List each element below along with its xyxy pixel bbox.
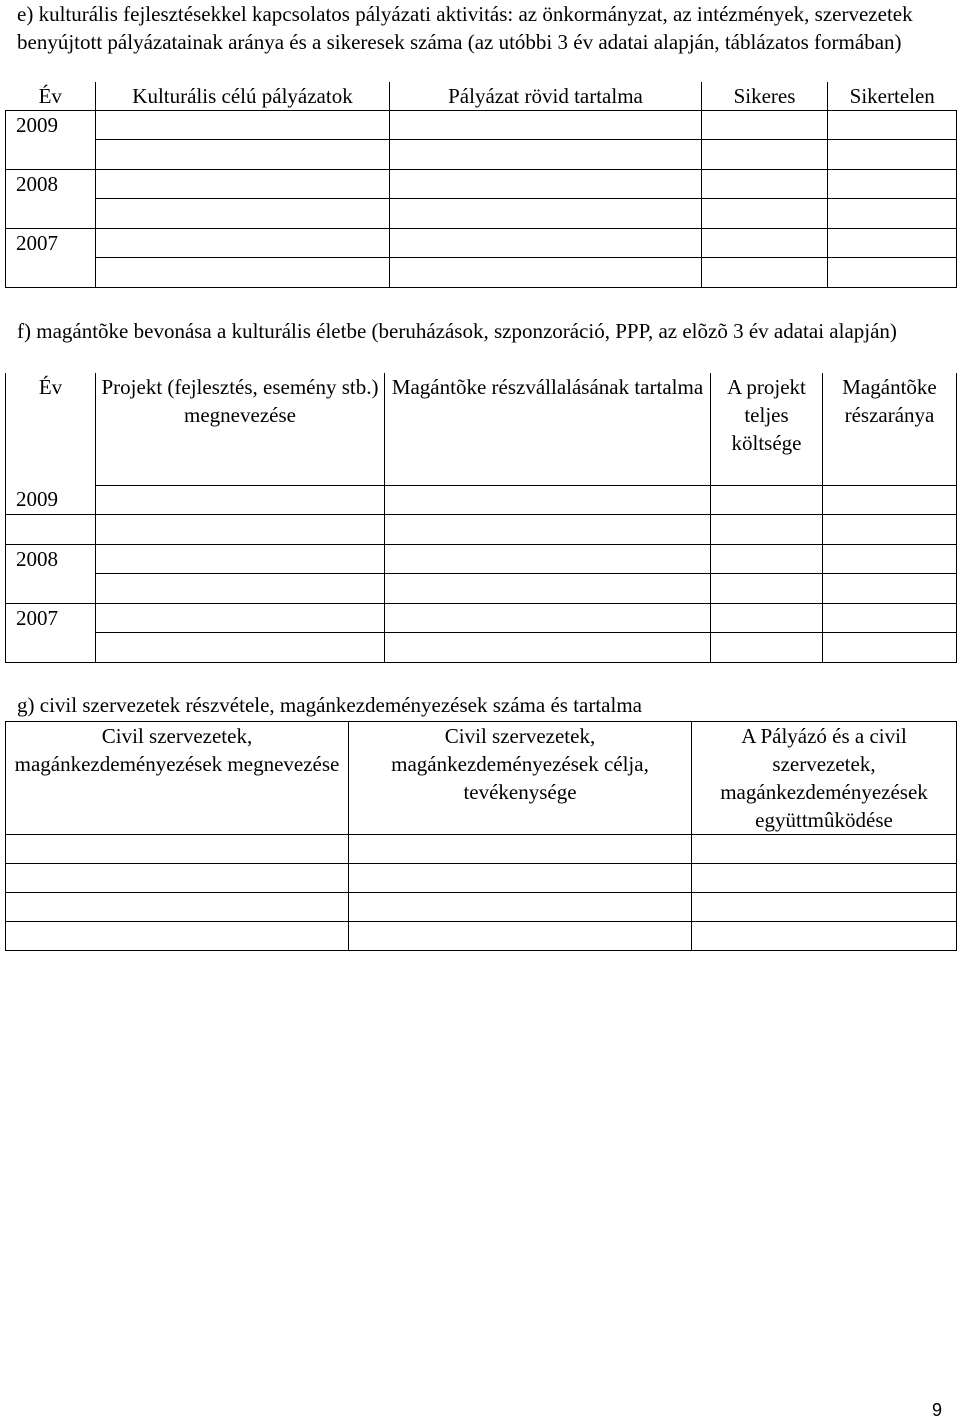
table-cell: [702, 170, 828, 199]
table-cell: [390, 140, 702, 170]
table-cell: [828, 199, 957, 229]
table-cell: [349, 835, 692, 864]
section-g-heading: g) civil szervezetek részvétele, magánkezdeményezések száma és tartalma: [17, 693, 642, 717]
year-cell: 2008: [6, 170, 96, 229]
table-cell: [390, 170, 702, 199]
table-cell: [828, 111, 957, 140]
table-cell: [702, 140, 828, 170]
table-cell: [711, 633, 823, 663]
column-header: Magántõke részvállalásának tartalma: [385, 373, 711, 486]
table-row: [6, 545, 957, 574]
table-cell: [6, 922, 349, 951]
table-row: [6, 835, 957, 864]
column-header: A Pályázó és a civil szervezetek, magánkezdeményezések együttmûködése: [692, 722, 957, 835]
table-cell: [96, 229, 390, 258]
table-cell: [390, 258, 702, 288]
table-cell: [6, 835, 349, 864]
table-cell: [702, 199, 828, 229]
table-cell: [828, 170, 957, 199]
column-header: A projekt teljes költsége: [711, 373, 823, 486]
table-row: [6, 199, 957, 229]
table-cell: [692, 864, 957, 893]
section-e-heading: e) kulturális fejlesztésekkel kapcsolatos pályázati aktivitás: az önkormányzat, az intézmények, szervezetek benyújtott pályázatainak aránya és a sikeresek száma (az utóbbi 3 év adatai alapján, táblázatos formában): [17, 2, 913, 54]
table-cell: [828, 229, 957, 258]
table-cell: [823, 574, 957, 604]
table-cell: [828, 258, 957, 288]
column-header: Pályázat rövid tartalma: [390, 82, 702, 111]
table-cell: [711, 486, 823, 515]
table-header-row: [6, 722, 957, 835]
table-cell: [349, 922, 692, 951]
year-cell: 2007: [6, 604, 96, 663]
table-cell: [96, 199, 390, 229]
table-cell: [96, 545, 385, 574]
table-cell: [96, 170, 390, 199]
table-cell: [823, 633, 957, 663]
column-header: Év: [6, 82, 96, 111]
table-cell: [6, 893, 349, 922]
section-f-table: [5, 373, 957, 663]
year-cell: 2008: [6, 545, 96, 604]
year-column: [6, 373, 96, 515]
column-header: Magántõke részaránya: [823, 373, 957, 486]
table-cell: [390, 199, 702, 229]
section-f-heading: f) magántõke bevonása a kulturális életbe (beruházások, szponzoráció, PPP, az elõzõ 3 év adatai alapján): [17, 319, 897, 343]
page-number: 9: [931, 1400, 942, 1420]
table-cell: [385, 633, 711, 663]
table-cell: [96, 258, 390, 288]
table-cell: [702, 229, 828, 258]
table-cell: [385, 545, 711, 574]
table-row: [6, 486, 957, 515]
table-cell: [692, 922, 957, 951]
table-row: [6, 633, 957, 663]
table-row: [6, 604, 957, 633]
table-row: [6, 864, 957, 893]
column-header: Civil szervezetek, magánkezdeményezések megnevezése: [6, 722, 349, 835]
table-row: [6, 574, 957, 604]
table-row: [6, 515, 957, 545]
table-cell: [692, 893, 957, 922]
table-cell: [96, 140, 390, 170]
table-cell: [711, 574, 823, 604]
table-cell: [390, 111, 702, 140]
table-cell: [385, 574, 711, 604]
year-cell: 2009: [6, 111, 96, 170]
column-header: Év: [38, 375, 63, 399]
column-header: Sikeres: [702, 82, 828, 111]
table-cell: [385, 486, 711, 515]
table-cell: [823, 515, 957, 545]
column-header: Projekt (fejlesztés, esemény stb.) megnevezése: [96, 373, 385, 486]
table-cell: [96, 604, 385, 633]
table-row: [6, 893, 957, 922]
table-row: [6, 111, 957, 140]
table-cell: [702, 111, 828, 140]
table-cell: [96, 486, 385, 515]
table-cell: [828, 140, 957, 170]
table-cell: [96, 633, 385, 663]
column-header: Sikertelen: [828, 82, 957, 111]
table-row: [6, 229, 957, 258]
table-cell: [702, 258, 828, 288]
table-cell: [6, 864, 349, 893]
table-cell: [692, 835, 957, 864]
table-cell: [96, 111, 390, 140]
table-cell: [711, 604, 823, 633]
table-row: [6, 170, 957, 199]
section-g-table: [5, 721, 957, 951]
year-cell: 2009: [16, 487, 58, 511]
year-cell: 2007: [6, 229, 96, 288]
table-row: [6, 140, 957, 170]
table-cell: [711, 515, 823, 545]
table-cell: [6, 515, 96, 545]
table-header-row: [6, 373, 957, 486]
table-cell: [823, 545, 957, 574]
table-row: [6, 922, 957, 951]
table-cell: [96, 574, 385, 604]
table-cell: [96, 515, 385, 545]
table-row: [6, 258, 957, 288]
column-header: Civil szervezetek, magánkezdeményezések célja, tevékenysége: [349, 722, 692, 835]
table-cell: [711, 545, 823, 574]
table-cell: [823, 604, 957, 633]
table-cell: [349, 864, 692, 893]
table-cell: [823, 486, 957, 515]
column-header: Kulturális célú pályázatok: [96, 82, 390, 111]
table-cell: [349, 893, 692, 922]
section-e-table: [5, 82, 957, 288]
table-header-row: [6, 82, 957, 111]
table-cell: [385, 604, 711, 633]
table-cell: [390, 229, 702, 258]
table-cell: [385, 515, 711, 545]
